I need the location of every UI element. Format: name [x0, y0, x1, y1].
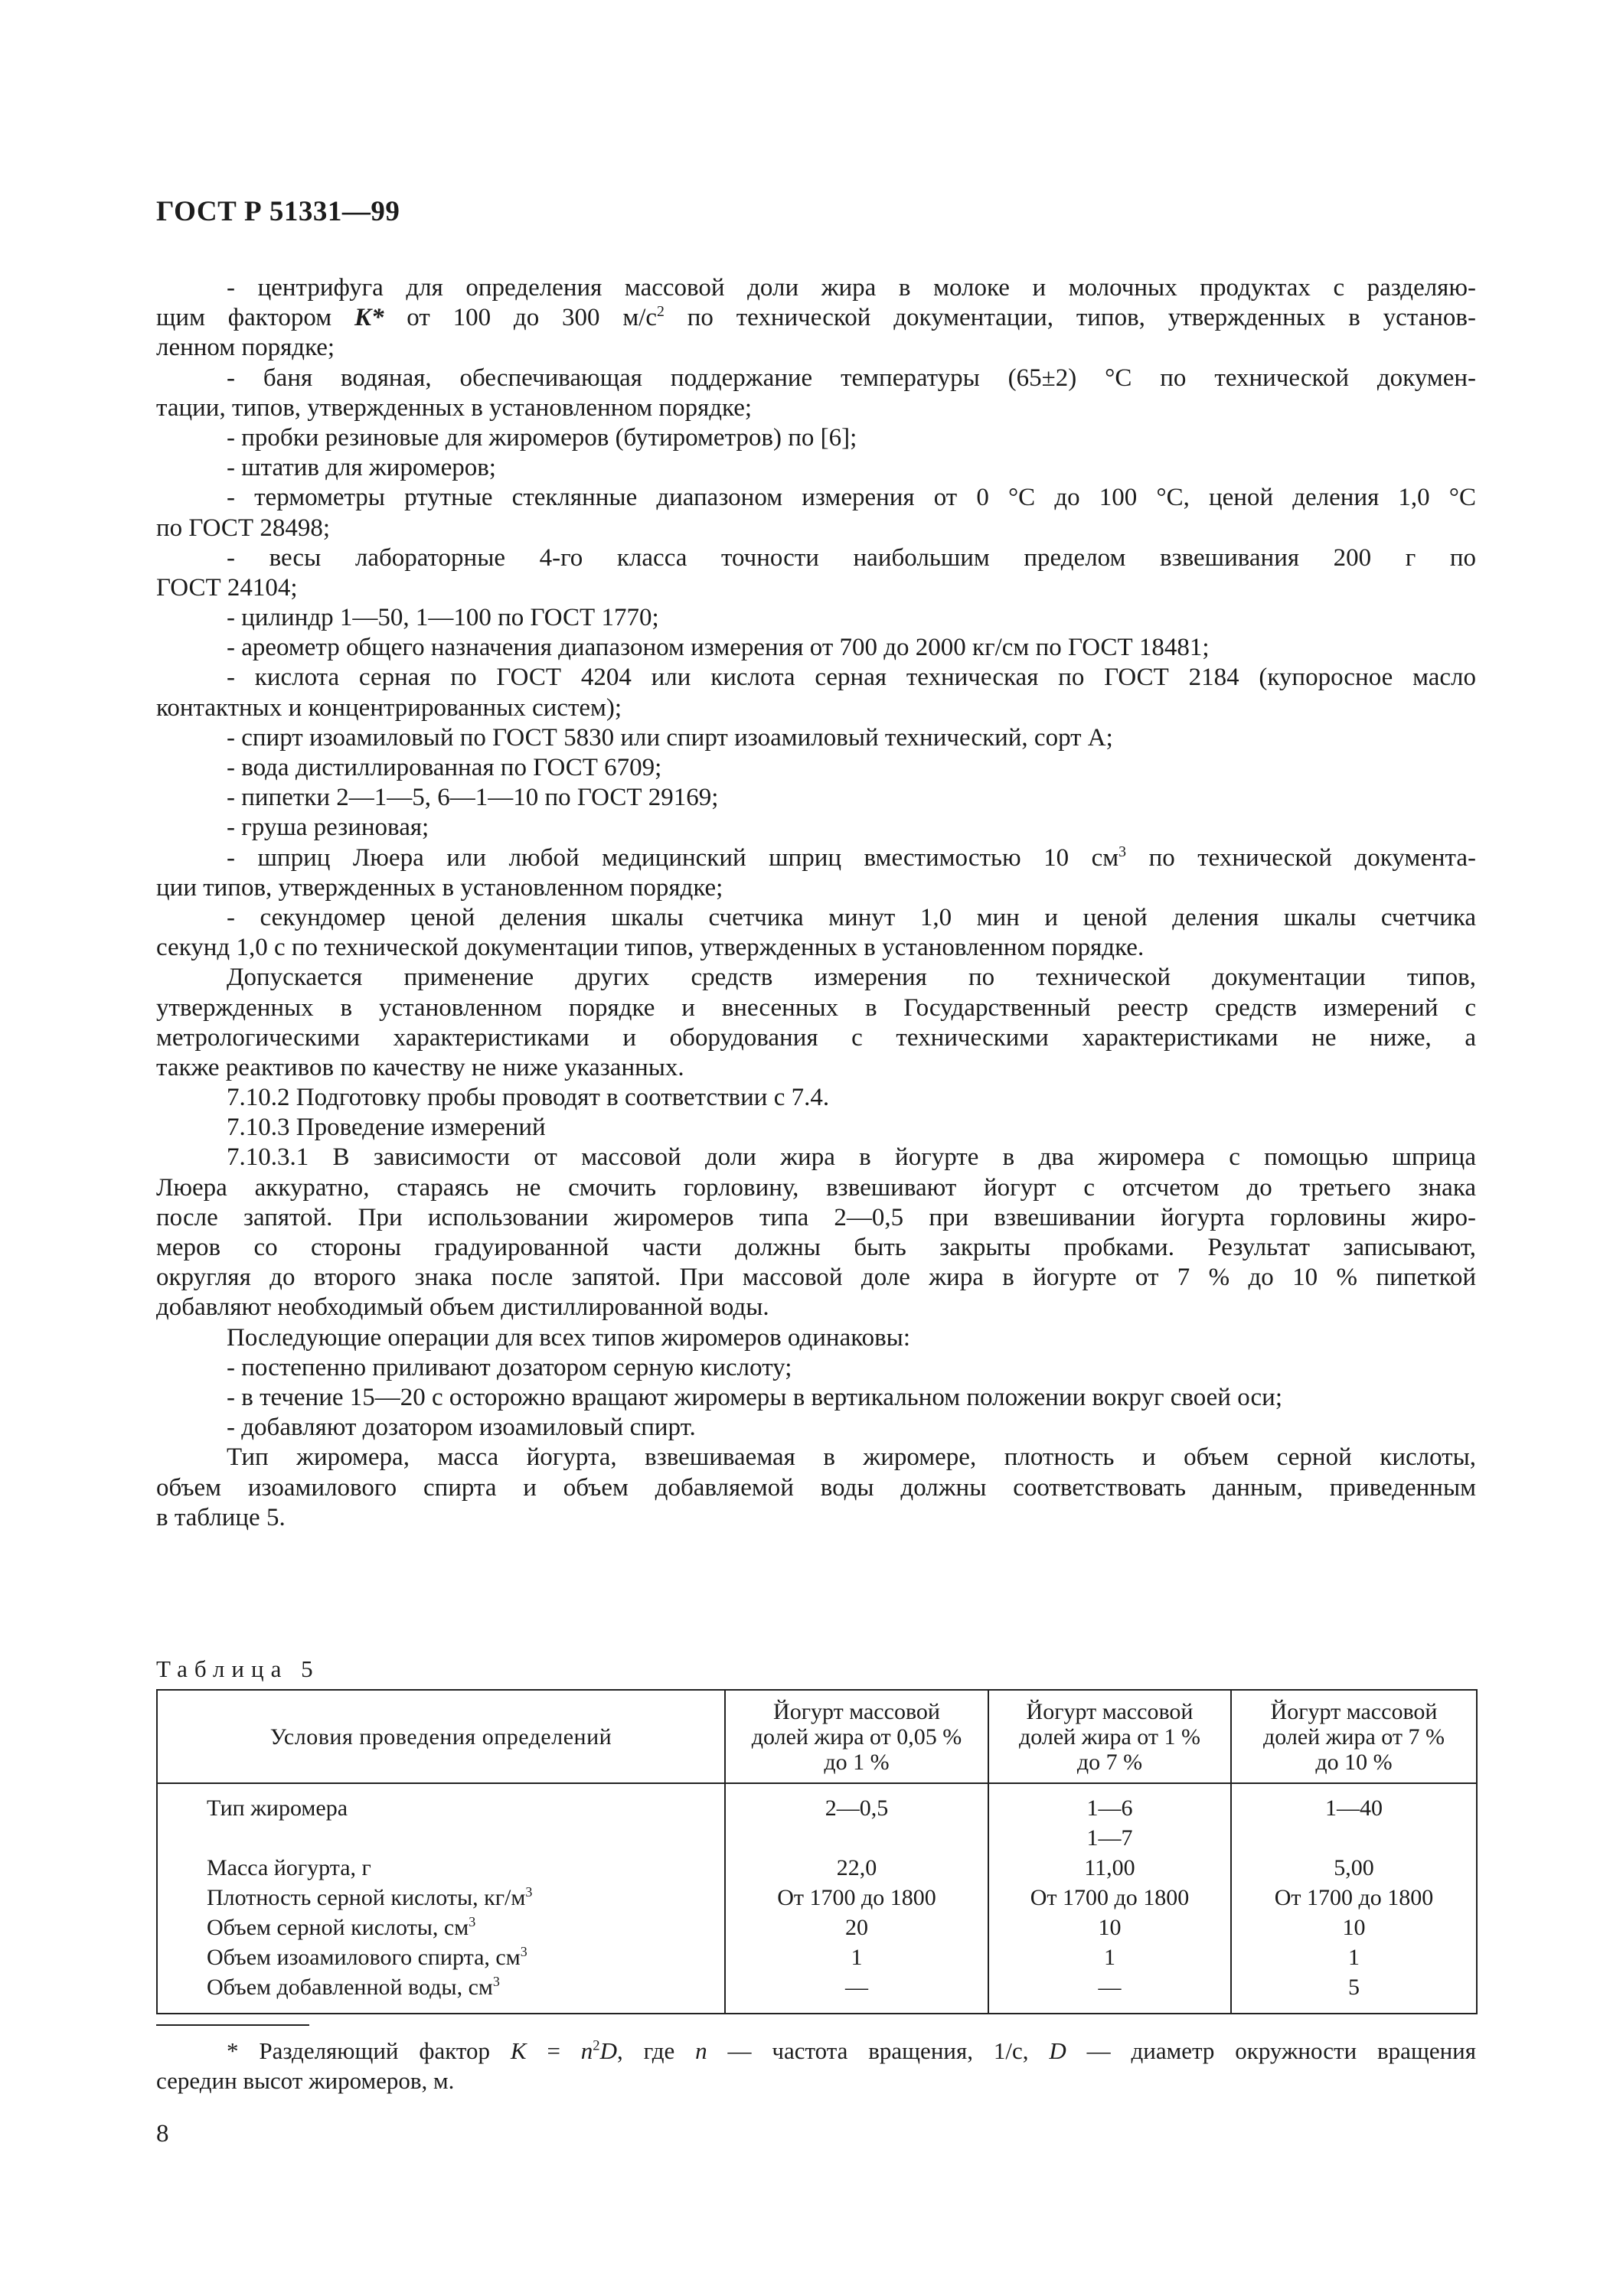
footnote-line-2: середин высот жиромеров, м.	[156, 2067, 455, 2094]
equipment-item-stopwatch-cont: секунд 1,0 с по технической документации типов, утвержденных в установленном порядке.	[156, 934, 1145, 962]
col1-type: 2—0,5	[825, 1795, 889, 1821]
equipment-item-cylinder: - цилиндр 1—50, 1—100 по ГОСТ 1770;	[227, 604, 659, 632]
table-header-row	[157, 1690, 1477, 1783]
header-col2: Йогурт массовой долей жира от 1 % до 7 %	[988, 1690, 1231, 1783]
label-density: Плотность серной кислоты, $кг/м^3$	[207, 1884, 533, 1910]
col2-water: —	[1098, 1975, 1122, 2000]
section-7-10-3-1-cont: округляя до второго знака после запятой. При массовой доле жира в йогурте от 7 % до 10 % пипеткой	[156, 1264, 1476, 1292]
equipment-item-centrifuge-end: ленном порядке;	[156, 334, 335, 362]
equipment-item-rubber-bulb: - груша резиновая;	[227, 814, 429, 842]
label-water-volume: Объем добавленной воды, $см^3$	[207, 1974, 500, 2000]
col3-type: 1—40	[1325, 1795, 1383, 1821]
col2-type-a: 1—6	[1086, 1795, 1133, 1821]
footnote	[156, 2036, 1476, 2095]
col2-mass: 11,00	[1084, 1855, 1135, 1880]
equipment-item-stopwatch: - секундомер ценой деления шкалы счетчика минут 1,0 мин и ценой деления шкалы счетчика	[227, 903, 1476, 931]
paragraph-allowed-cont: метрологическими характеристиками и оборудования с техническими характеристиками не ниже, а	[156, 1023, 1476, 1052]
equipment-item-scales-cont: ГОСТ 24104;	[156, 573, 298, 602]
section-7-10-3-1-end: добавляют необходимый объем дистиллированной воды.	[156, 1293, 769, 1322]
col1-acid: 20	[845, 1915, 868, 1940]
equipment-item-stand: - штатив для жиромеров;	[227, 454, 496, 482]
equipment-item-scales: - весы лабораторные 4-го класса точности наибольшим пределом взвешивания 200 г по	[227, 543, 1476, 572]
equipment-item-sulfuric-acid: - кислота серная по ГОСТ 4204 или кислота серная техническая по ГОСТ 2184 (купоросное масло	[227, 664, 1476, 692]
col1-values	[725, 1783, 988, 2014]
equipment-item-water-bath-cont: тации, типов, утвержденных в установленном порядке;	[156, 393, 753, 422]
col1-alcohol: 1	[851, 1945, 863, 1970]
col3-mass: 5,00	[1334, 1855, 1374, 1880]
col1-density: От 1700 до 1800	[777, 1885, 936, 1910]
label-type: Тип жиромера	[207, 1795, 348, 1821]
header-col3: Йогурт массовой долей жира от 7 % до 10 %	[1231, 1690, 1477, 1783]
col1-mass: 22,0	[836, 1855, 877, 1880]
main-text	[156, 273, 1476, 1533]
table-caption: Таблица 5	[156, 1655, 320, 1682]
section-7-10-3-1-cont: Люера аккуратно, стараясь не смочить горловину, взвешивают йогурт с отсчетом до третьего знака	[156, 1173, 1476, 1202]
col3-density: От 1700 до 1800	[1274, 1885, 1434, 1910]
paragraph-allowed-cont: утвержденных в установленном порядке и внесенных в Государственный реестр средств измерений с	[156, 993, 1476, 1022]
col2-type-b: 1—7	[1086, 1825, 1133, 1851]
equipment-item-hydrometer: - ареометр общего назначения диапазоном измерения от 700 до 2000 кг/см по ГОСТ 18481;	[227, 634, 1210, 662]
paragraph-allowed: Допускается применение других средств измерения по технической документации типов,	[227, 964, 1476, 992]
table-body-row	[157, 1783, 1477, 2014]
equipment-item-syringe: - шприц Люера или любой медицинский шприц вместимостью 10 $см^3$ по технической документа-	[227, 843, 1476, 872]
section-7-10-3-1: 7.10.3.1 В зависимости от массовой доли жира в йогурте в два жиромера с помощью шприца	[227, 1143, 1476, 1172]
col3-alcohol: 1	[1348, 1945, 1360, 1970]
document-code-header: ГОСТ Р 51331—99	[156, 196, 400, 227]
equipment-item-water-bath: - баня водяная, обеспечивающая поддержание температуры (65±2) °С по технической докумен-	[227, 364, 1476, 392]
section-7-10-3-1-cont: после запятой. При использовании жиромеров типа 2—0,5 при взвешивании йогурта горловины жиро-	[156, 1203, 1476, 1231]
paragraph-table-ref-end: в таблице 5.	[156, 1503, 286, 1531]
section-7-10-2: 7.10.2 Подготовку пробы проводят в соответствии с 7.4.	[227, 1084, 830, 1112]
header-col1: Йогурт массовой долей жира от 0,05 % до 1 %	[725, 1690, 988, 1783]
col1-water: —	[845, 1975, 868, 2000]
operation-acid: - постепенно приливают дозатором серную кислоту;	[227, 1353, 792, 1381]
equipment-item-syringe-cont: ции типов, утвержденных в установленном порядке;	[156, 873, 723, 902]
paragraph-table-ref: Тип жиромера, масса йогурта, взвешиваемая в жиромере, плотность и объем серной кислоты,	[227, 1443, 1476, 1472]
equipment-item-centrifuge-cont: щим фактором K* от 100 до 300 $м/с^2$ по технической документации, типов, утвержденных в установ-	[156, 303, 1476, 332]
footnote-divider	[156, 2024, 309, 2026]
section-7-10-3: 7.10.3 Проведение измерений	[227, 1114, 546, 1142]
equipment-item-distilled-water: - вода дистиллированная по ГОСТ 6709;	[227, 754, 662, 781]
col3-water: 5	[1348, 1975, 1360, 2000]
equipment-item-stoppers: - пробки резиновые для жиромеров (бутирометров) по [6];	[227, 423, 857, 452]
col2-density: От 1700 до 1800	[1030, 1885, 1190, 1910]
equipment-item-sulfuric-acid-cont: контактных и концентрированных систем);	[156, 693, 622, 722]
paragraph-table-ref-cont: объем изоамилового спирта и объем добавляемой воды должны соответствовать данным, приведенным	[156, 1473, 1476, 1502]
paragraph-allowed-end: также реактивов по качеству не ниже указанных.	[156, 1053, 684, 1081]
paragraph-next-operations: Последующие операции для всех типов жиромеров одинаковы:	[227, 1323, 911, 1352]
page-number: 8	[156, 2120, 169, 2148]
operation-alcohol: - добавляют дозатором изоамиловый спирт.	[227, 1414, 696, 1442]
header-conditions: Условия проведения определений	[157, 1690, 725, 1783]
col2-alcohol: 1	[1104, 1945, 1115, 1970]
table-5	[156, 1689, 1478, 2014]
label-alcohol-volume: Объем изоамилового спирта, $см^3$	[207, 1944, 527, 1970]
equipment-item-isoamyl-alcohol: - спирт изоамиловый по ГОСТ 5830 или спирт изоамиловый технический, сорт А;	[227, 723, 1113, 752]
equipment-item-thermometers: - термометры ртутные стеклянные диапазоном измерения от 0 °С до 100 °С, ценой деления 1,0 °С	[227, 484, 1476, 512]
label-mass: Масса йогурта, г	[207, 1855, 371, 1880]
equipment-item-pipettes: - пипетки 2—1—5, 6—1—10 по ГОСТ 29169;	[227, 784, 719, 812]
operation-rotate: - в течение 15—20 с осторожно вращают жиромеры в вертикальном положении вокруг своей оси;	[227, 1383, 1283, 1411]
equipment-item-thermometers-cont: по ГОСТ 28498;	[156, 514, 330, 542]
label-spacer	[207, 1823, 724, 1853]
footnote-line-1: * Разделяющий фактор $K = n^2D$, где n — частота вращения, 1/с, D — диаметр окружности вращения	[227, 2037, 1477, 2064]
equipment-item-centrifuge: - центрифуга для определения массовой доли жира в молоке и молочных продуктах с разделяю-	[227, 274, 1476, 302]
col2-values	[988, 1783, 1231, 2014]
label-acid-volume: Объем серной кислоты, $см^3$	[207, 1914, 476, 1940]
section-7-10-3-1-cont: меров со стороны градуированной части должны быть закрыты пробками. Результат записывают,	[156, 1234, 1476, 1261]
col3-values	[1231, 1783, 1477, 2014]
col3-acid: 10	[1342, 1915, 1366, 1940]
row-labels	[157, 1783, 725, 2014]
col2-acid: 10	[1098, 1915, 1122, 1940]
